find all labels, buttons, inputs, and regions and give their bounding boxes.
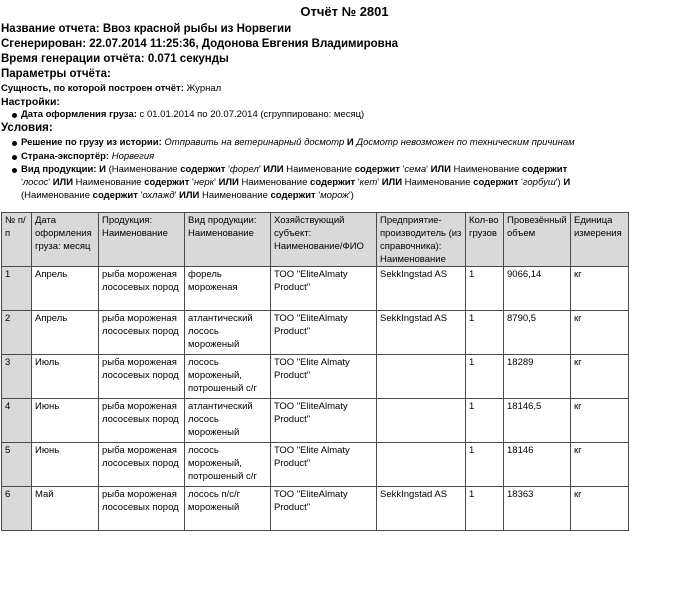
condition-product-segment: ИЛИ: [263, 164, 284, 175]
condition-product-segment: ': [377, 177, 382, 188]
cell-col-manufacturer: [377, 443, 466, 487]
cell-col-count: 1: [466, 355, 504, 399]
condition-product-terms-3: [21, 190, 354, 201]
bullet-dot: [12, 113, 17, 118]
generation-time: Время генерации отчёта: 0.071 секунды: [1, 53, 229, 65]
cell-col-subject: ТОО "EliteAlmaty Product": [271, 399, 377, 443]
table-row[interactable]: [2, 399, 629, 443]
cell-col-count: 1: [466, 267, 504, 311]
cell-col-number: 2: [2, 311, 32, 355]
condition-product-segment: нерк: [193, 177, 215, 188]
condition-product-line1: [21, 164, 567, 175]
entity-line: [1, 83, 221, 94]
cell-col-product-type: лосось мороженый, потрошеный с/г: [185, 443, 271, 487]
condition-product-segment: лосос: [22, 177, 49, 188]
cell-col-subject: ТОО "EliteAlmaty Product": [271, 267, 377, 311]
bullet-dot: [12, 141, 17, 146]
cell-col-product-type: атлантический лосось мороженый: [185, 399, 271, 443]
condition-product-line3: [21, 190, 354, 201]
cell-col-product: рыба мороженая лососевых пород: [99, 311, 185, 355]
cell-col-unit: кг: [571, 399, 629, 443]
cell-col-volume: 9066,14: [504, 267, 571, 311]
cell-col-manufacturer: [377, 399, 466, 443]
cell-col-unit: кг: [571, 443, 629, 487]
cell-col-unit: кг: [571, 267, 629, 311]
condition-product-segment: горбуш: [522, 177, 556, 188]
condition-product-terms-2: [21, 177, 570, 188]
cell-col-number: 5: [2, 443, 32, 487]
cell-col-number: 6: [2, 487, 32, 531]
params-heading: Параметры отчёта:: [1, 68, 111, 80]
table-row[interactable]: [2, 487, 629, 531]
cell-col-count: 1: [466, 399, 504, 443]
condition-product-segment: Наименование: [450, 164, 523, 175]
cell-col-subject: ТОО "EliteAlmaty Product": [271, 311, 377, 355]
table-row[interactable]: [2, 443, 629, 487]
condition-product-segment: Наименование: [283, 164, 355, 175]
cell-col-volume: 18146,5: [504, 399, 571, 443]
header-col-unit[interactable]: Единица измерения: [571, 213, 629, 267]
bullet-dot: [12, 168, 17, 173]
cell-col-subject: ТОО "Elite Almaty Product": [271, 443, 377, 487]
header-col-volume[interactable]: Провезённый объем: [504, 213, 571, 267]
condition-product-segment: Наименование: [73, 177, 145, 188]
condition-product-segment: содержит: [354, 164, 400, 175]
generated-info: Сгенерирован: 22.07.2014 11:25:36, Додонова Евгения Владимировна: [1, 38, 399, 50]
condition-product-segment: ИЛИ: [179, 190, 200, 201]
condition-product-segment: сема: [404, 164, 427, 175]
cell-col-product: рыба мороженая лососевых пород: [99, 399, 185, 443]
entity-value: Журнал: [183, 83, 222, 94]
cell-col-number: 3: [2, 355, 32, 399]
condition-product-segment: морож: [320, 190, 349, 201]
cell-col-product: рыба мороженая лососевых пород: [99, 267, 185, 311]
cell-col-volume: 18146: [504, 443, 571, 487]
condition-product-segment: ': [426, 164, 431, 175]
entity-label: Сущность, по которой построен отчёт:: [1, 83, 184, 94]
header-col-number[interactable]: № п/п: [2, 213, 32, 267]
cell-col-subject: ТОО "Elite Almaty Product": [271, 355, 377, 399]
condition-product-segment: ': [355, 177, 360, 188]
condition-product-segment: ': [214, 177, 219, 188]
condition-product-segment: ИЛИ: [218, 177, 239, 188]
condition-product-segment: Наименование: [402, 177, 474, 188]
cell-col-date: Июль: [32, 355, 99, 399]
settings-heading: Настройки:: [1, 96, 60, 108]
condition-product-segment: ': [518, 177, 523, 188]
header-col-date[interactable]: Дата оформления груза: месяц: [32, 213, 99, 267]
report-table: [1, 212, 629, 531]
condition-product-segment: Наименование: [199, 190, 271, 201]
condition-product-segment: содержит: [310, 177, 356, 188]
cell-col-volume: 8790,5: [504, 311, 571, 355]
header-col-subject[interactable]: Хозяйствующий субъект: Наименование/ФИО: [271, 213, 377, 267]
cell-col-product: рыба мороженая лососевых пород: [99, 443, 185, 487]
date-setting-label: Дата оформления груза:: [21, 109, 137, 120]
table-header-row: [2, 213, 629, 267]
report-title: Отчёт № 2801: [300, 4, 389, 19]
condition-product-segment: содержит: [144, 177, 190, 188]
cell-col-volume: 18289: [504, 355, 571, 399]
condition-product-segment: содержит: [180, 164, 226, 175]
condition-product-segment: содержит: [92, 190, 138, 201]
cell-col-product-type: атлантический лосось мороженый: [185, 311, 271, 355]
table-row[interactable]: [2, 355, 629, 399]
condition-product-segment: (Наименование: [105, 164, 181, 175]
cell-col-date: Апрель: [32, 311, 99, 355]
table-row[interactable]: [2, 311, 629, 355]
header-col-product[interactable]: Продукция: Наименование: [99, 213, 185, 267]
cell-col-manufacturer: SekkIngstad AS: [377, 487, 466, 531]
cell-col-unit: кг: [571, 311, 629, 355]
condition-product-segment: охлажд: [142, 190, 175, 201]
condition-product-segment: И: [563, 177, 571, 188]
header-col-count[interactable]: Кол-во грузов: [466, 213, 504, 267]
cell-col-date: Май: [32, 487, 99, 531]
condition-product-segment: ИЛИ: [381, 177, 403, 188]
condition-product-segment: ': [225, 164, 230, 175]
cell-col-number: 1: [2, 267, 32, 311]
date-setting: [21, 109, 364, 120]
cell-col-unit: кг: [571, 355, 629, 399]
cell-col-product-type: форель мороженая: [185, 267, 271, 311]
cell-col-manufacturer: SekkIngstad AS: [377, 311, 466, 355]
cell-col-count: 1: [466, 443, 504, 487]
condition-product-segment: ': [48, 177, 53, 188]
cell-col-count: 1: [466, 311, 504, 355]
condition-product-line2: [21, 177, 570, 188]
cell-col-product: рыба мороженая лососевых пород: [99, 487, 185, 531]
condition-product-label: Вид продукции: И: [21, 164, 106, 175]
conditions-heading: Условия:: [1, 122, 53, 134]
condition-product-terms-1: [106, 164, 567, 175]
cell-col-date: Апрель: [32, 267, 99, 311]
table-row[interactable]: [2, 267, 629, 311]
condition-product-segment: '): [555, 177, 564, 188]
condition-decision-op: И: [344, 137, 354, 148]
condition-product-segment: Наименование: [238, 177, 311, 188]
condition-decision-value2: Досмотр невозможен по техническим причинам: [353, 137, 575, 148]
date-setting-value: с 01.01.2014 по 20.07.2014 (сгруппировано: месяц): [136, 109, 365, 120]
table-body: [2, 267, 629, 531]
condition-product-segment: ': [189, 177, 194, 188]
condition-product-segment: кет: [359, 177, 378, 188]
header-col-product-type[interactable]: Вид продукции: Наименование: [185, 213, 271, 267]
condition-product-segment: (Наименование: [21, 190, 93, 201]
condition-decision: [21, 137, 575, 148]
cell-col-number: 4: [2, 399, 32, 443]
condition-country-label: Страна-экспортёр:: [21, 151, 110, 162]
cell-col-count: 1: [466, 487, 504, 531]
condition-product-segment: форел: [229, 164, 259, 175]
condition-country-value: Норвегия: [109, 151, 155, 162]
condition-product-segment: ': [399, 164, 405, 175]
condition-product-segment: ': [315, 190, 321, 201]
condition-product-segment: содержит: [473, 177, 519, 188]
cell-col-product: рыба мороженая лососевых пород: [99, 355, 185, 399]
condition-decision-label: Решение по грузу из истории:: [21, 137, 162, 148]
condition-product-segment: ': [137, 190, 143, 201]
cell-col-unit: кг: [571, 487, 629, 531]
condition-product-segment: '): [348, 190, 354, 201]
condition-product-segment: содержит: [270, 190, 316, 201]
condition-product-segment: содержит: [522, 164, 568, 175]
cell-col-manufacturer: [377, 355, 466, 399]
cell-col-subject: ТОО "EliteAlmaty Product": [271, 487, 377, 531]
condition-product-segment: ': [174, 190, 180, 201]
cell-col-date: Июнь: [32, 399, 99, 443]
condition-product-segment: ': [21, 177, 23, 188]
condition-product-segment: ': [258, 164, 264, 175]
condition-decision-value1: Отправить на ветеринарный досмотр: [161, 137, 345, 148]
bullet-dot: [12, 155, 17, 160]
cell-col-volume: 18363: [504, 487, 571, 531]
condition-country: [21, 151, 154, 162]
cell-col-product-type: лосось мороженый, потрошеный с/г: [185, 355, 271, 399]
cell-col-manufacturer: SekkIngstad AS: [377, 267, 466, 311]
header-col-manufacturer[interactable]: Предприятие-производитель (из справочника): Наименование: [377, 213, 466, 267]
cell-col-date: Июнь: [32, 443, 99, 487]
condition-product-segment: ИЛИ: [430, 164, 451, 175]
condition-product-segment: ИЛИ: [52, 177, 74, 188]
report-name: Название отчета: Ввоз красной рыбы из Норвегии: [1, 23, 292, 35]
cell-col-product-type: лосось п/с/г мороженый: [185, 487, 271, 531]
